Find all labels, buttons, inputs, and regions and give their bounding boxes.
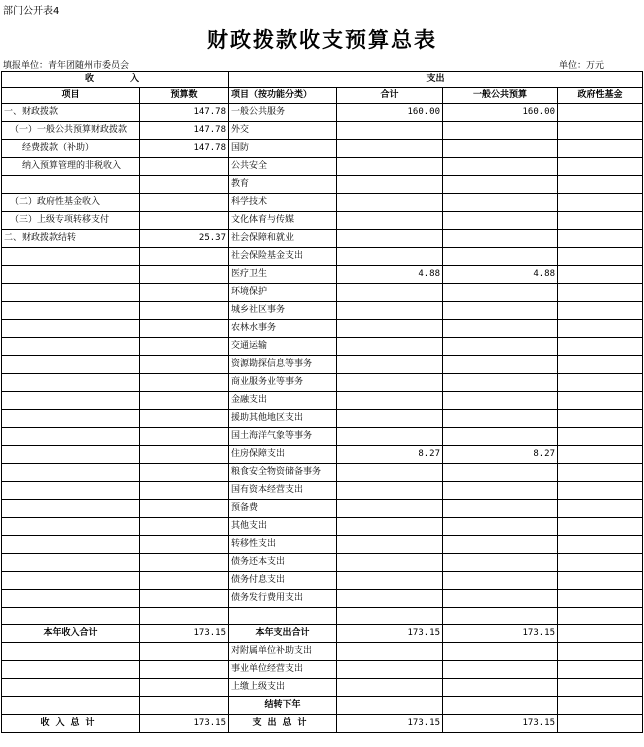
income-item-cell: [2, 643, 140, 661]
expense-total-cell: [337, 464, 443, 482]
expense-fund-cell: [558, 428, 643, 446]
expense-general-cell: [443, 374, 558, 392]
income-item-cell: [2, 518, 140, 536]
expense-general-header: 一般公共预算: [443, 88, 558, 104]
income-item-cell: （二）政府性基金收入: [2, 194, 140, 212]
extra-item-label: 上缴上级支出: [229, 679, 337, 697]
income-item-cell: [2, 697, 140, 715]
expense-total-cell: [337, 518, 443, 536]
expense-fund-header: 政府性基金: [558, 88, 643, 104]
expense-general-cell: [443, 554, 558, 572]
budget-table: [1, 71, 643, 733]
table-row: [2, 212, 643, 230]
grand-total-row: [2, 715, 643, 733]
expense-total-cell: [337, 661, 443, 679]
expense-item-cell: 国土海洋气象等事务: [229, 428, 337, 446]
expense-fund-cell: [558, 356, 643, 374]
expense-fund-cell: [558, 374, 643, 392]
income-value-cell: 147.78: [140, 140, 229, 158]
income-value-cell: [140, 643, 229, 661]
expense-general-cell: [443, 140, 558, 158]
extra-item-label: 事业单位经营支出: [229, 661, 337, 679]
carry-forward-row: [2, 697, 643, 715]
expense-total-cell: [337, 679, 443, 697]
income-item-cell: [2, 374, 140, 392]
table-row: [2, 104, 643, 122]
table-row: [2, 572, 643, 590]
expense-fund-cell: [558, 518, 643, 536]
expense-total-cell: [337, 392, 443, 410]
expense-general-cell: [443, 608, 558, 625]
income-item-cell: 经费拨款（补助）: [2, 140, 140, 158]
income-item-cell: [2, 410, 140, 428]
income-item-cell: [2, 536, 140, 554]
expense-total-cell: [337, 302, 443, 320]
expense-general-cell: [443, 661, 558, 679]
income-value-cell: [140, 356, 229, 374]
income-total-value: 173.15: [140, 625, 229, 643]
income-item-cell: 二、财政拨款结转: [2, 230, 140, 248]
income-item-cell: （三）上级专项转移支付: [2, 212, 140, 230]
expense-fund-cell: [558, 212, 643, 230]
income-item-cell: [2, 482, 140, 500]
expense-total-cell: [337, 140, 443, 158]
expense-fund-cell: [558, 679, 643, 697]
expense-item-cell: 农林水事务: [229, 320, 337, 338]
expense-fund-cell: [558, 194, 643, 212]
expense-item-cell: [229, 608, 337, 625]
income-item-cell: 纳入预算管理的非税收入: [2, 158, 140, 176]
expense-general-cell: [443, 302, 558, 320]
income-value-cell: [140, 248, 229, 266]
table-row: [2, 392, 643, 410]
expense-general-cell: [443, 194, 558, 212]
expense-item-cell: 债务还本支出: [229, 554, 337, 572]
expense-total-cell: [337, 158, 443, 176]
income-item-cell: [2, 446, 140, 464]
table-row: [2, 446, 643, 464]
extra-row: [2, 643, 643, 661]
expense-item-cell: 其他支出: [229, 518, 337, 536]
expense-total-cell: [337, 608, 443, 625]
income-item-cell: 一、财政拨款: [2, 104, 140, 122]
expense-total-cell: [337, 338, 443, 356]
expense-general-cell: [443, 356, 558, 374]
expense-item-cell: 住房保障支出: [229, 446, 337, 464]
income-item-cell: [2, 428, 140, 446]
expense-total-cell: 8.27: [337, 446, 443, 464]
expense-fund-cell: [558, 158, 643, 176]
expense-fund-cell: [558, 608, 643, 625]
table-row: [2, 482, 643, 500]
grand-expense-general: 173.15: [443, 715, 558, 733]
income-item-cell: [2, 284, 140, 302]
income-value-cell: 147.78: [140, 104, 229, 122]
expense-general-cell: [443, 536, 558, 554]
income-value-cell: [140, 554, 229, 572]
expense-general-cell: [443, 284, 558, 302]
expense-item-cell: 文化体育与传媒: [229, 212, 337, 230]
expense-general-cell: 8.27: [443, 446, 558, 464]
expense-item-cell: 城乡社区事务: [229, 302, 337, 320]
income-item-cell: [2, 176, 140, 194]
expense-header: 支出: [229, 72, 643, 88]
table-row: [2, 554, 643, 572]
table-row: [2, 374, 643, 392]
expense-item-cell: 外交: [229, 122, 337, 140]
table-number-tag: 部门公开表4: [3, 6, 60, 17]
page-title: 财政拨款收支预算总表: [207, 27, 437, 52]
expense-fund-cell: [558, 104, 643, 122]
expense-item-cell: 援助其他地区支出: [229, 410, 337, 428]
grand-expense-label: 支出总计: [229, 715, 337, 733]
income-value-cell: [140, 482, 229, 500]
income-value-cell: [140, 590, 229, 608]
expense-item-cell: 环境保护: [229, 284, 337, 302]
income-value-cell: [140, 679, 229, 697]
income-value-cell: [140, 158, 229, 176]
extra-row: [2, 661, 643, 679]
expense-total-cell: [337, 643, 443, 661]
income-budget-header: 预算数: [140, 88, 229, 104]
expense-item-cell: 粮食安全物资储备事务: [229, 464, 337, 482]
expense-item-cell: 公共安全: [229, 158, 337, 176]
income-value-cell: [140, 536, 229, 554]
income-value-cell: [140, 572, 229, 590]
expense-total-label: 本年支出合计: [229, 625, 337, 643]
expense-fund-cell: [558, 536, 643, 554]
expense-total-cell: 4.88: [337, 266, 443, 284]
expense-general-cell: [443, 176, 558, 194]
expense-item-cell: 医疗卫生: [229, 266, 337, 284]
expense-total-cell: [337, 320, 443, 338]
header-row-2: [2, 88, 643, 104]
income-item-cell: [2, 590, 140, 608]
annual-total-row: [2, 625, 643, 643]
income-value-cell: [140, 374, 229, 392]
expense-fund-cell: [558, 176, 643, 194]
expense-fund-cell: [558, 643, 643, 661]
income-item-cell: [2, 679, 140, 697]
expense-total-cell: [337, 248, 443, 266]
table-row: [2, 428, 643, 446]
reporting-unit: 填报单位：青年团随州市委员会: [3, 61, 130, 71]
income-value-cell: [140, 464, 229, 482]
expense-general-cell: [443, 122, 558, 140]
income-item-cell: [2, 608, 140, 625]
income-item-cell: [2, 572, 140, 590]
expense-total-cell: [337, 122, 443, 140]
income-value-cell: [140, 320, 229, 338]
expense-total-fund: [558, 625, 643, 643]
header-row-1: [2, 72, 643, 88]
expense-general-cell: [443, 500, 558, 518]
expense-general-cell: [443, 679, 558, 697]
income-value-cell: [140, 661, 229, 679]
expense-general-cell: [443, 482, 558, 500]
income-item-cell: [2, 500, 140, 518]
expense-total-cell: 160.00: [337, 104, 443, 122]
expense-fund-cell: [558, 140, 643, 158]
expense-general-cell: [443, 590, 558, 608]
expense-general-cell: [443, 248, 558, 266]
expense-fund-cell: [558, 230, 643, 248]
expense-total-cell: [337, 356, 443, 374]
expense-general-cell: [443, 410, 558, 428]
expense-general-cell: [443, 212, 558, 230]
expense-fund-cell: [558, 572, 643, 590]
income-total-label: 本年收入合计: [2, 625, 140, 643]
grand-expense-total: 173.15: [337, 715, 443, 733]
expense-item-cell: 社会保险基金支出: [229, 248, 337, 266]
expense-total-cell: [337, 500, 443, 518]
grand-expense-fund: [558, 715, 643, 733]
table-row: [2, 140, 643, 158]
income-value-cell: [140, 392, 229, 410]
grand-income-value: 173.15: [140, 715, 229, 733]
expense-total-cell: [337, 428, 443, 446]
table-row: [2, 500, 643, 518]
expense-total-cell: [337, 374, 443, 392]
currency-unit: 单位：万元: [559, 61, 605, 71]
expense-general-cell: [443, 643, 558, 661]
income-item-cell: [2, 356, 140, 374]
income-item-cell: [2, 338, 140, 356]
income-value-cell: [140, 212, 229, 230]
table-row: [2, 536, 643, 554]
expense-item-cell: 国有资本经营支出: [229, 482, 337, 500]
table-row: [2, 356, 643, 374]
income-item-cell: [2, 266, 140, 284]
expense-item-cell: 债务付息支出: [229, 572, 337, 590]
expense-total-cell: [337, 536, 443, 554]
table-row: [2, 590, 643, 608]
expense-fund-cell: [558, 266, 643, 284]
income-value-cell: [140, 194, 229, 212]
expense-general-cell: [443, 320, 558, 338]
table-row: [2, 464, 643, 482]
income-value-cell: [140, 176, 229, 194]
expense-item-header: 项目（按功能分类）: [229, 88, 337, 104]
table-row: [2, 158, 643, 176]
expense-total-cell: [337, 230, 443, 248]
extra-item-label: 对附属单位补助支出: [229, 643, 337, 661]
income-item-cell: [2, 661, 140, 679]
table-row: [2, 122, 643, 140]
expense-total-cell: [337, 697, 443, 715]
expense-general-cell: [443, 428, 558, 446]
expense-general-cell: [443, 392, 558, 410]
expense-total-cell: [337, 194, 443, 212]
extra-row: [2, 679, 643, 697]
expense-total-cell: [337, 572, 443, 590]
table-row: [2, 194, 643, 212]
table-row: [2, 230, 643, 248]
table-row: [2, 248, 643, 266]
income-item-header: 项目: [2, 88, 140, 104]
expense-item-cell: 债务发行费用支出: [229, 590, 337, 608]
expense-total-header: 合计: [337, 88, 443, 104]
table-row: [2, 320, 643, 338]
expense-general-cell: [443, 572, 558, 590]
expense-fund-cell: [558, 446, 643, 464]
income-value-cell: [140, 428, 229, 446]
table-row: [2, 410, 643, 428]
table-row: [2, 518, 643, 536]
table-row: [2, 176, 643, 194]
expense-fund-cell: [558, 248, 643, 266]
expense-fund-cell: [558, 590, 643, 608]
expense-item-cell: 预备费: [229, 500, 337, 518]
table-row: [2, 338, 643, 356]
expense-item-cell: 一般公共服务: [229, 104, 337, 122]
table-row: [2, 302, 643, 320]
income-item-cell: [2, 464, 140, 482]
expense-fund-cell: [558, 338, 643, 356]
income-item-cell: [2, 302, 140, 320]
expense-fund-cell: [558, 464, 643, 482]
expense-fund-cell: [558, 320, 643, 338]
income-value-cell: [140, 266, 229, 284]
expense-item-cell: 教育: [229, 176, 337, 194]
expense-general-cell: [443, 464, 558, 482]
expense-fund-cell: [558, 410, 643, 428]
income-value-cell: [140, 446, 229, 464]
income-item-cell: （一）一般公共预算财政拨款: [2, 122, 140, 140]
table-row: [2, 266, 643, 284]
expense-total-cell: [337, 590, 443, 608]
expense-fund-cell: [558, 392, 643, 410]
income-header: 收 入: [2, 72, 229, 88]
income-value-cell: [140, 302, 229, 320]
expense-total-cell: [337, 212, 443, 230]
expense-total-cell: [337, 410, 443, 428]
expense-item-cell: 交通运输: [229, 338, 337, 356]
income-value-cell: [140, 410, 229, 428]
income-value-cell: [140, 500, 229, 518]
expense-item-cell: 国防: [229, 140, 337, 158]
income-item-cell: [2, 392, 140, 410]
income-item-cell: [2, 248, 140, 266]
income-value-cell: 147.78: [140, 122, 229, 140]
expense-total-cell: [337, 482, 443, 500]
expense-item-cell: 社会保障和就业: [229, 230, 337, 248]
expense-item-cell: 资源勘探信息等事务: [229, 356, 337, 374]
grand-income-label: 收入总计: [2, 715, 140, 733]
expense-fund-cell: [558, 661, 643, 679]
expense-fund-cell: [558, 500, 643, 518]
expense-general-cell: 160.00: [443, 104, 558, 122]
income-item-cell: [2, 554, 140, 572]
expense-general-cell: [443, 518, 558, 536]
income-value-cell: [140, 697, 229, 715]
expense-item-cell: 科学技术: [229, 194, 337, 212]
expense-item-cell: 金融支出: [229, 392, 337, 410]
expense-total-cell: [337, 284, 443, 302]
expense-total-total: 173.15: [337, 625, 443, 643]
expense-general-cell: [443, 158, 558, 176]
expense-fund-cell: [558, 284, 643, 302]
table-row: [2, 284, 643, 302]
expense-general-cell: [443, 697, 558, 715]
expense-fund-cell: [558, 554, 643, 572]
income-value-cell: [140, 608, 229, 625]
income-item-cell: [2, 320, 140, 338]
expense-fund-cell: [558, 122, 643, 140]
income-value-cell: [140, 284, 229, 302]
table-row: [2, 608, 643, 625]
expense-fund-cell: [558, 697, 643, 715]
expense-general-cell: [443, 338, 558, 356]
expense-total-general: 173.15: [443, 625, 558, 643]
expense-total-cell: [337, 554, 443, 572]
expense-item-cell: 转移性支出: [229, 536, 337, 554]
expense-fund-cell: [558, 482, 643, 500]
expense-item-cell: 商业服务业等事务: [229, 374, 337, 392]
expense-general-cell: [443, 230, 558, 248]
income-value-cell: 25.37: [140, 230, 229, 248]
income-value-cell: [140, 338, 229, 356]
expense-fund-cell: [558, 302, 643, 320]
expense-general-cell: 4.88: [443, 266, 558, 284]
carry-forward-label: 结转下年: [229, 697, 337, 715]
income-value-cell: [140, 518, 229, 536]
expense-total-cell: [337, 176, 443, 194]
